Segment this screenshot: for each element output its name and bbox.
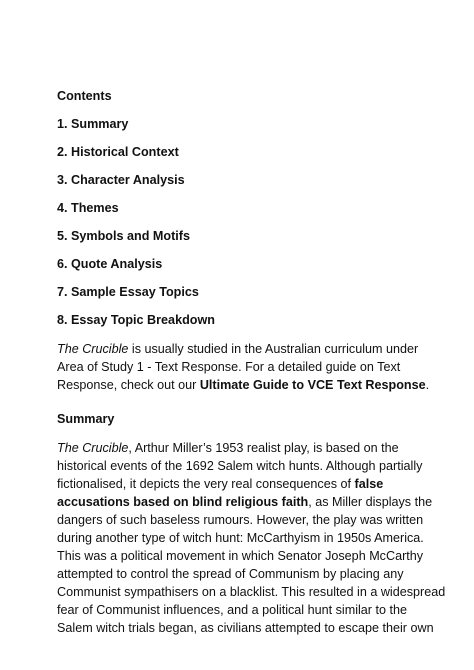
summary-line-1-text: , Arthur Miller’s 1953 realist play, is based on the [128, 441, 399, 455]
summary-line-7: This was a political movement in which Senator Joseph McCarthy [57, 549, 424, 563]
toc-item-historical-context: 2. Historical Context [57, 145, 179, 159]
intro-line-1 [57, 340, 422, 358]
document-body [57, 87, 446, 637]
summary-title-italic: The Crucible [57, 441, 129, 455]
guide-link-text: Ultimate Guide to VCE Text Response [199, 378, 426, 392]
summary-line-6: during another type of witch hunt: McCarthyism in 1950s America. [57, 531, 424, 545]
toc-item-sample-essay-topics: 7. Sample Essay Topics [57, 285, 199, 299]
intro-paragraph [57, 340, 430, 394]
intro-line-2: Area of Study 1 - Text Response. For a detailed guide on Text [57, 360, 401, 374]
toc-item-symbols-and-motifs: 5. Symbols and Motifs [57, 229, 190, 243]
toc-item-summary: 1. Summary [57, 117, 129, 131]
summary-line-3-text: fictionalised, it depicts the very real consequences of [57, 477, 355, 491]
intro-line-1-text: is usually studied in the Australian curriculum under [128, 342, 419, 356]
summary-line-5: dangers of such baseless rumours. However, the play was written [57, 513, 424, 527]
intro-line-3-text: Response, check out our [57, 378, 200, 392]
toc-item-character-analysis: 3. Character Analysis [57, 173, 185, 187]
intro-title-italic: The Crucible [57, 342, 129, 356]
summary-line-1 [57, 439, 422, 457]
summary-line-3-bold: false [354, 477, 384, 491]
toc-item-themes: 4. Themes [57, 201, 119, 215]
summary-paragraph [57, 439, 446, 637]
toc-item-essay-topic-breakdown: 8. Essay Topic Breakdown [57, 313, 215, 327]
summary-line-11: Salem witch trials began, as civilians attempted to escape their own [57, 621, 434, 635]
intro-line-3 [57, 376, 430, 394]
summary-line-3 [57, 475, 422, 493]
summary-line-4-bold: accusations based on blind religious faith [57, 495, 309, 509]
intro-line-3-end: . [425, 378, 430, 392]
toc-item-quote-analysis: 6. Quote Analysis [57, 257, 163, 271]
summary-line-4 [57, 493, 433, 511]
summary-line-2: historical events of the 1692 Salem witch hunts. Although partially [57, 459, 423, 473]
summary-line-9: Communist sympathisers on a blacklist. This resulted in a widespread [57, 585, 446, 599]
contents-heading: Contents [57, 89, 112, 103]
summary-line-8: attempted to control the spread of Communism by placing any [57, 567, 404, 581]
summary-line-4-text: , as Miller displays the [308, 495, 433, 509]
summary-heading: Summary [57, 412, 115, 426]
summary-line-10: fear of Communist influences, and a political hunt similar to the [57, 603, 407, 617]
